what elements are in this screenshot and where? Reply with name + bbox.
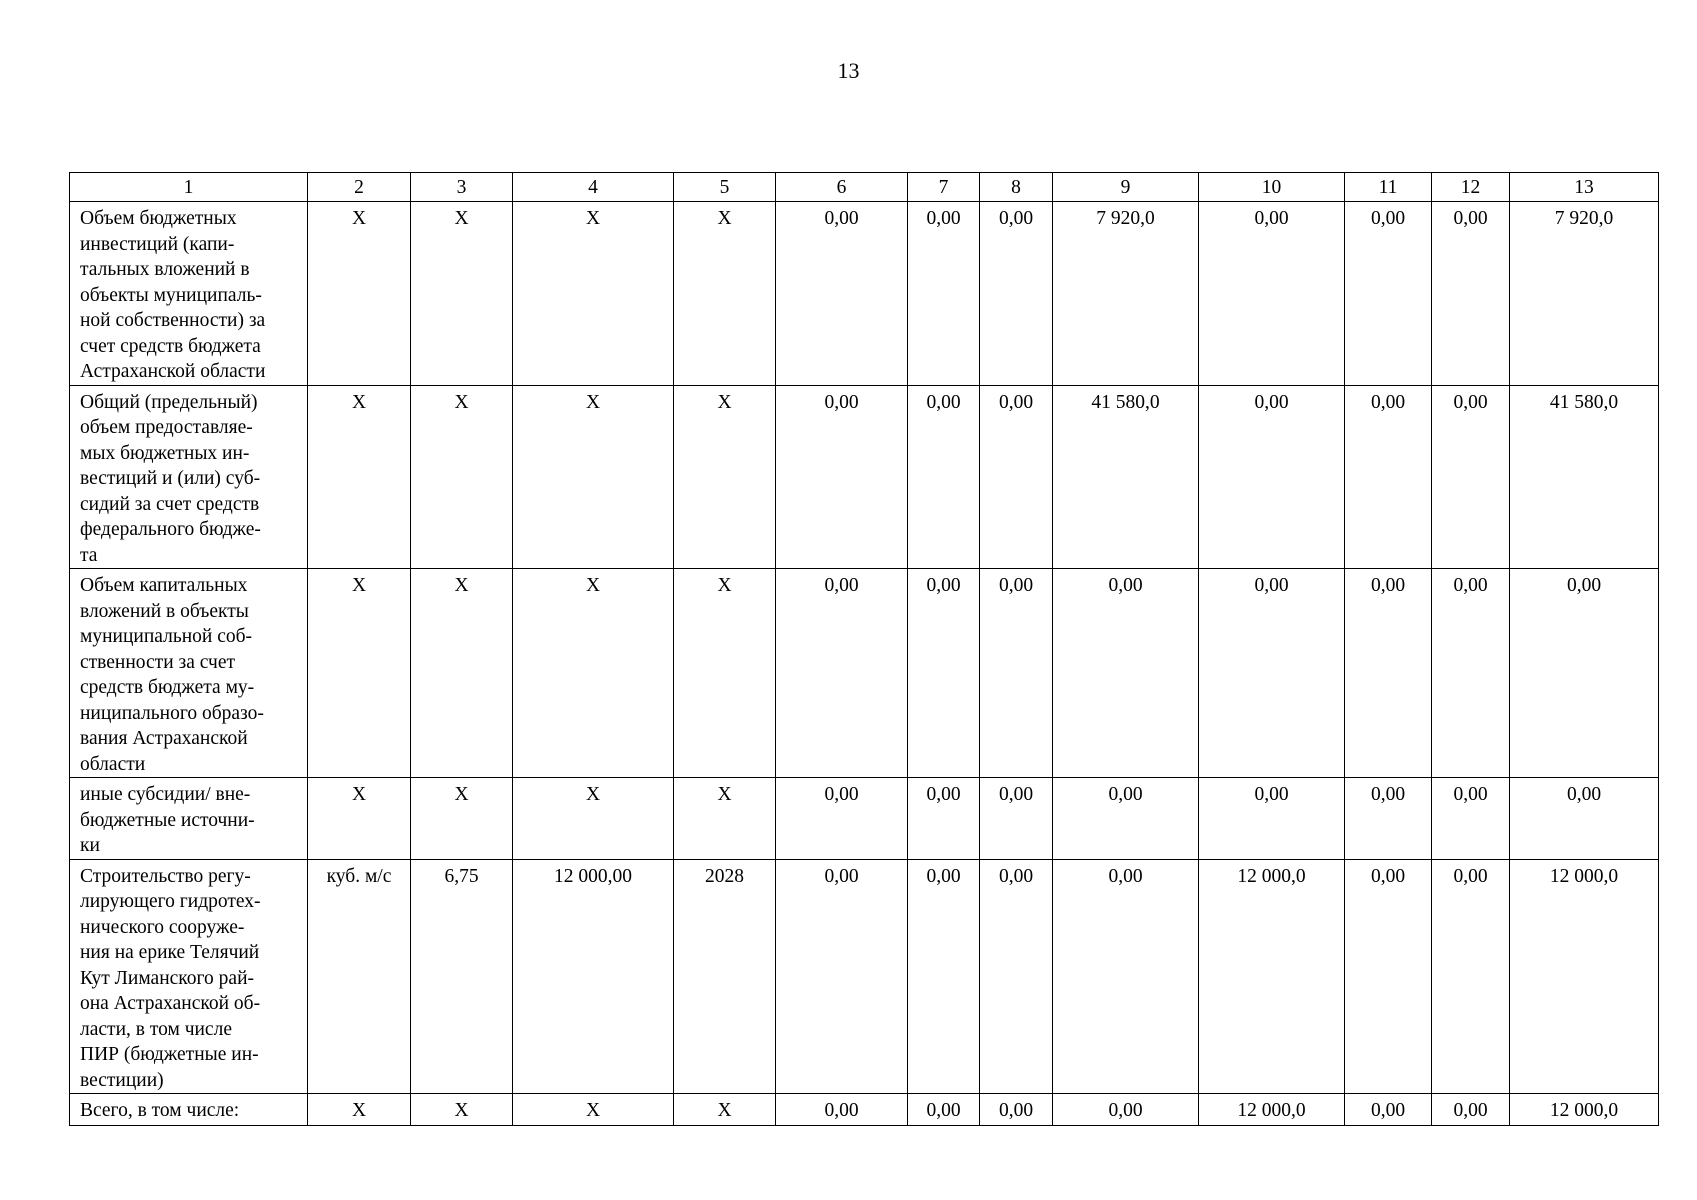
column-header: 5 [674,173,776,202]
table-cell: 0,00 [1053,778,1199,860]
table-cell: 0,00 [1053,569,1199,778]
table-cell: Х [411,569,513,778]
row-label-line: Объем бюджетных [80,208,237,229]
table-cell: 12 000,00 [513,859,674,1094]
table-cell: 0,00 [908,385,980,569]
table-cell: 0,00 [980,859,1053,1094]
row-label-line: объекты муниципаль- [80,284,262,306]
row-label-line: объем предоставляе- [80,417,253,438]
table-cell: 0,00 [980,202,1053,386]
table-cell: 0,00 [1432,385,1510,569]
table-cell: 2028 [674,859,776,1094]
table-cell: 0,00 [1199,202,1345,386]
table-cell: 0,00 [980,569,1053,778]
table-row [70,1094,1659,1126]
row-label-line: лирующего гидротех- [80,891,261,912]
table-cell: Х [513,385,674,569]
table-cell: 7 920,0 [1510,202,1659,386]
table-cell: 0,00 [1345,1094,1432,1126]
row-label-line: средств бюджета му- [80,677,255,698]
row-label-line: вестиции) [80,1069,164,1091]
row-label [70,385,308,569]
row-label-line: мых бюджетных ин- [80,442,250,464]
table-cell: 12 000,0 [1199,859,1345,1094]
row-label-line: инвестиций (капи- [80,233,235,255]
row-label-line: ственности за счет [80,651,236,673]
row-label-line: ния на ерике Телячий [80,942,260,963]
table-cell: 0,00 [1199,569,1345,778]
row-label-line: вания Астраханской [80,728,248,749]
row-label-line: Объем капитальных [80,575,248,596]
table-cell: Х [674,385,776,569]
table-cell: 41 580,0 [1053,385,1199,569]
table-cell: 0,00 [908,569,980,778]
table-cell: 0,00 [776,1094,908,1126]
row-label-line: Общий (предельный) [80,391,258,413]
row-label-line: нического сооруже- [80,916,245,938]
row-label-line: ниципального образо- [80,702,264,724]
row-label-line: области [80,753,146,775]
row-label-line: ласти, в том числе [80,1018,232,1040]
table-cell: 12 000,0 [1199,1094,1345,1126]
table-cell: Х [513,778,674,860]
row-label-line: бюджетные источни- [80,809,255,831]
row-label-line: она Астраханской об- [80,993,261,1014]
table-cell: 0,00 [1510,778,1659,860]
column-header: 8 [980,173,1053,202]
column-header: 4 [513,173,674,202]
table-cell: Х [308,202,411,386]
table-cell: 0,00 [1053,859,1199,1094]
table-cell: 0,00 [1432,569,1510,778]
row-label-line: Строительство регу- [80,865,251,887]
table-cell: куб. м/с [308,859,411,1094]
row-label-line: Кут Лиманского рай- [80,967,255,989]
column-number-row [70,173,1659,202]
column-header: 12 [1432,173,1510,202]
column-header: 11 [1345,173,1432,202]
table-cell: 0,00 [908,1094,980,1126]
table-cell: 0,00 [1053,1094,1199,1126]
row-label [70,1094,308,1126]
row-label-line: сидий за счет средств [80,493,260,515]
row-label-line: та [80,544,98,566]
table-cell: Х [674,1094,776,1126]
table-cell: Х [513,202,674,386]
row-label [70,778,308,860]
table-cell: 0,00 [776,859,908,1094]
budget-table [69,172,1659,1126]
table-cell: 0,00 [980,1094,1053,1126]
table-cell: 12 000,0 [1510,1094,1659,1126]
table-cell: Х [308,569,411,778]
row-label-line: Астраханской области [80,361,266,382]
table-cell: 12 000,0 [1510,859,1659,1094]
table-row [70,569,1659,778]
column-header: 6 [776,173,908,202]
table-cell: Х [674,569,776,778]
page-number: 13 [837,58,860,83]
table-cell: Х [513,569,674,778]
row-label-line: вестиций и (или) суб- [80,468,261,489]
row-label-line: тальных вложений в [80,259,250,280]
column-header: 13 [1510,173,1659,202]
table-cell: 0,00 [980,778,1053,860]
table-cell: Х [308,1094,411,1126]
table-cell: 0,00 [1345,859,1432,1094]
table-cell: 0,00 [1510,569,1659,778]
table-cell: 0,00 [1432,1094,1510,1126]
table-row [70,202,1659,386]
table-cell: 0,00 [1432,202,1510,386]
column-header: 10 [1199,173,1345,202]
table-cell: Х [411,778,513,860]
table-cell: Х [308,385,411,569]
row-label [70,202,308,386]
table-cell: Х [513,1094,674,1126]
column-header: 1 [70,173,308,202]
table-cell: 0,00 [776,569,908,778]
table-cell: 0,00 [908,859,980,1094]
table-row [70,859,1659,1094]
row-label-line: муниципальной соб- [80,626,253,647]
table-cell: Х [674,778,776,860]
table-cell: Х [411,1094,513,1126]
table-cell: 7 920,0 [1053,202,1199,386]
table-cell: 0,00 [1345,385,1432,569]
row-label-line: ПИР (бюджетные ин- [80,1044,259,1065]
row-label-line: ной собственности) за [80,310,266,331]
table-cell: Х [411,385,513,569]
table-cell: 0,00 [1199,778,1345,860]
row-label [70,859,308,1094]
column-header: 7 [908,173,980,202]
table-cell: 0,00 [776,202,908,386]
row-label-line: федерального бюдже- [80,519,261,540]
table-cell: 0,00 [1432,778,1510,860]
row-label [70,569,308,778]
table-cell: 0,00 [1345,778,1432,860]
table-cell: 0,00 [908,202,980,386]
table-cell: 0,00 [776,385,908,569]
table-cell: 0,00 [776,778,908,860]
table-cell: Х [411,202,513,386]
table-cell: 0,00 [908,778,980,860]
row-label-line: вложений в объекты [80,600,249,622]
table-cell: 41 580,0 [1510,385,1659,569]
column-header: 9 [1053,173,1199,202]
table-cell: 6,75 [411,859,513,1094]
table-cell: Х [308,778,411,860]
table-row [70,385,1659,569]
table-cell: 0,00 [1199,385,1345,569]
table-body [70,202,1659,1126]
column-header: 3 [411,173,513,202]
row-label-line: Всего, в том числе: [80,1100,240,1121]
table-cell: 0,00 [980,385,1053,569]
row-label-line: иные субсидии/ вне- [80,784,251,805]
row-label-line: счет средств бюджета [80,335,261,357]
table-cell: Х [674,202,776,386]
table-cell: 0,00 [1432,859,1510,1094]
table-cell: 0,00 [1345,569,1432,778]
table-row [70,778,1659,860]
column-header: 2 [308,173,411,202]
table-cell: 0,00 [1345,202,1432,386]
row-label-line: ки [80,835,100,856]
